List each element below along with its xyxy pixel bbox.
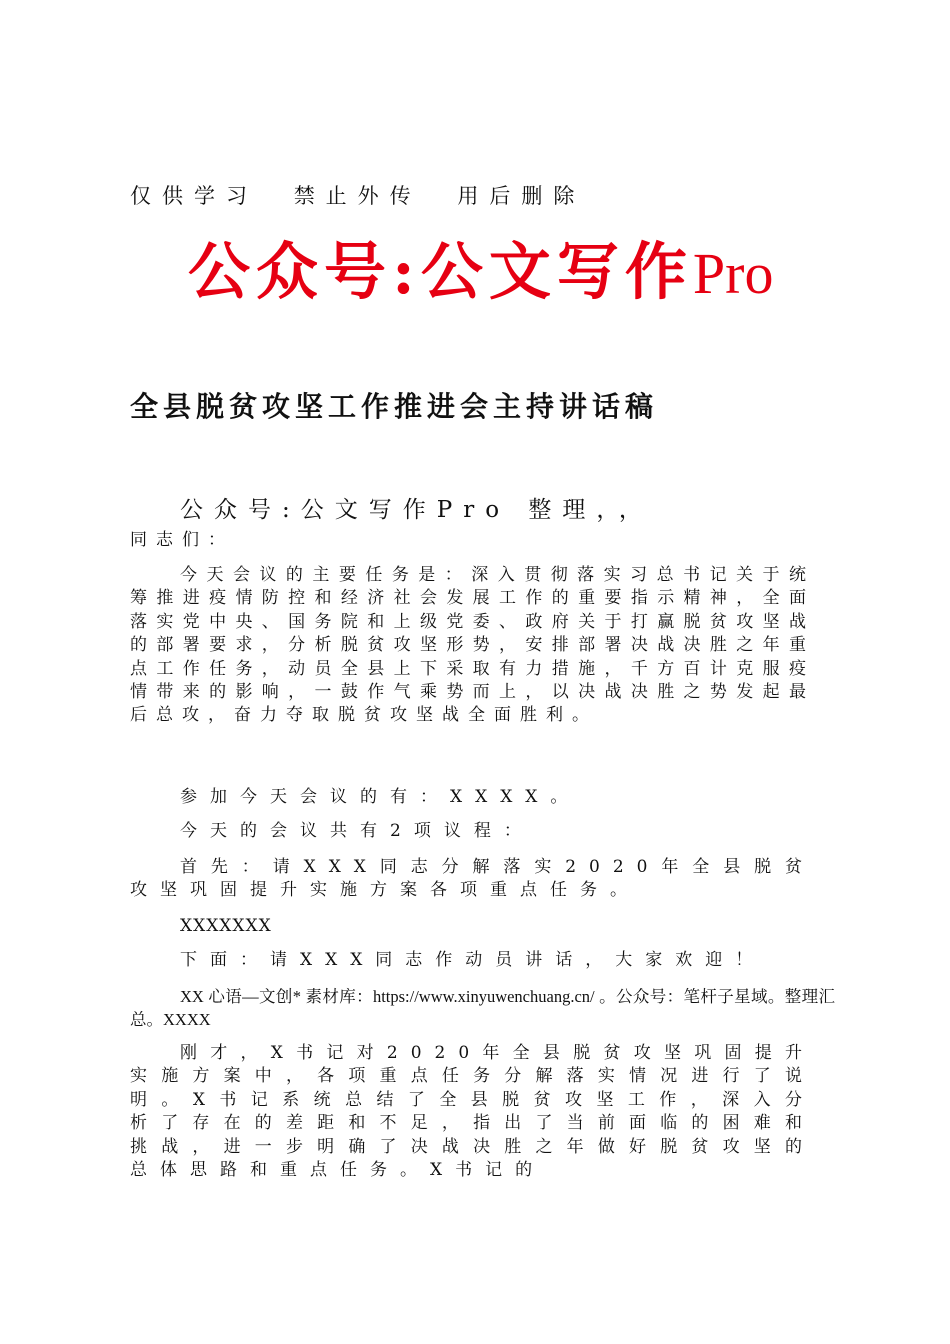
paragraph-source-note: XX 心语—文创* 素材库：https://www.xinyuwenchuang.cn/ 。公众号：笔杆子星域。整理汇总。XXXX: [130, 987, 835, 1030]
paragraph-summary: 刚才，X书记对2020年全县脱贫攻坚巩固提升实施方案中，各项重点任务分解落实情况进行了说明。X书记系统总结了全县脱贫攻坚工作，深入分析了存在的差距和不足，指出了当前面临的困难和挑战，进一步明确了决战决胜之年做好脱贫攻坚的总体思路和重点任务。X书记的: [130, 1043, 815, 1181]
paragraph-first-item: 首先：请XXX同志分解落实2020年全县脱贫攻坚巩固提升实施方案各项重点任务。: [130, 857, 815, 901]
greeting: 同志们：: [130, 530, 234, 550]
source-line: 公众号:公文写作Pro 整理，，: [180, 497, 653, 523]
usage-notice: [130, 180, 603, 210]
notice-delete-after-use: 用后删除: [457, 184, 586, 208]
brand-banner: [188, 222, 773, 311]
notice-no-forwarding: 禁止外传: [293, 184, 422, 208]
paragraph-meeting-task: 今天会议的主要任务是：深入贯彻落实习总书记关于统筹推进疫情防控和经济社会发展工作的重要指示精神，全面落实党中央、国务院和上级党委、政府关于打赢脱贫攻坚战的部署要求，分析脱贫攻坚形势，安排部署决战决胜之年重点工作任务，动员全县上下采取有力措施，千方百计克服疫情带来的影响，一鼓作气乘势而上，以决战决胜之势发起最后总攻，奋力夺取脱贫攻坚战全面胜利。: [130, 565, 815, 726]
paragraph-agenda: 今天的会议共有2项议程：: [180, 821, 534, 841]
brand-name: 公众号:公文写作: [188, 235, 693, 308]
paragraph-placeholder: XXXXXXX: [180, 916, 272, 936]
document-title: 全县脱贫攻坚工作推进会主持讲话稿: [130, 390, 659, 423]
notice-study-only: 仅供学习: [130, 184, 258, 208]
brand-suffix: Pro: [692, 241, 774, 306]
paragraph-attendees: 参加今天会议的有：XXXX。: [180, 787, 581, 807]
paragraph-second-item: 下面：请XXX同志作动员讲话，大家欢迎！: [180, 950, 766, 970]
